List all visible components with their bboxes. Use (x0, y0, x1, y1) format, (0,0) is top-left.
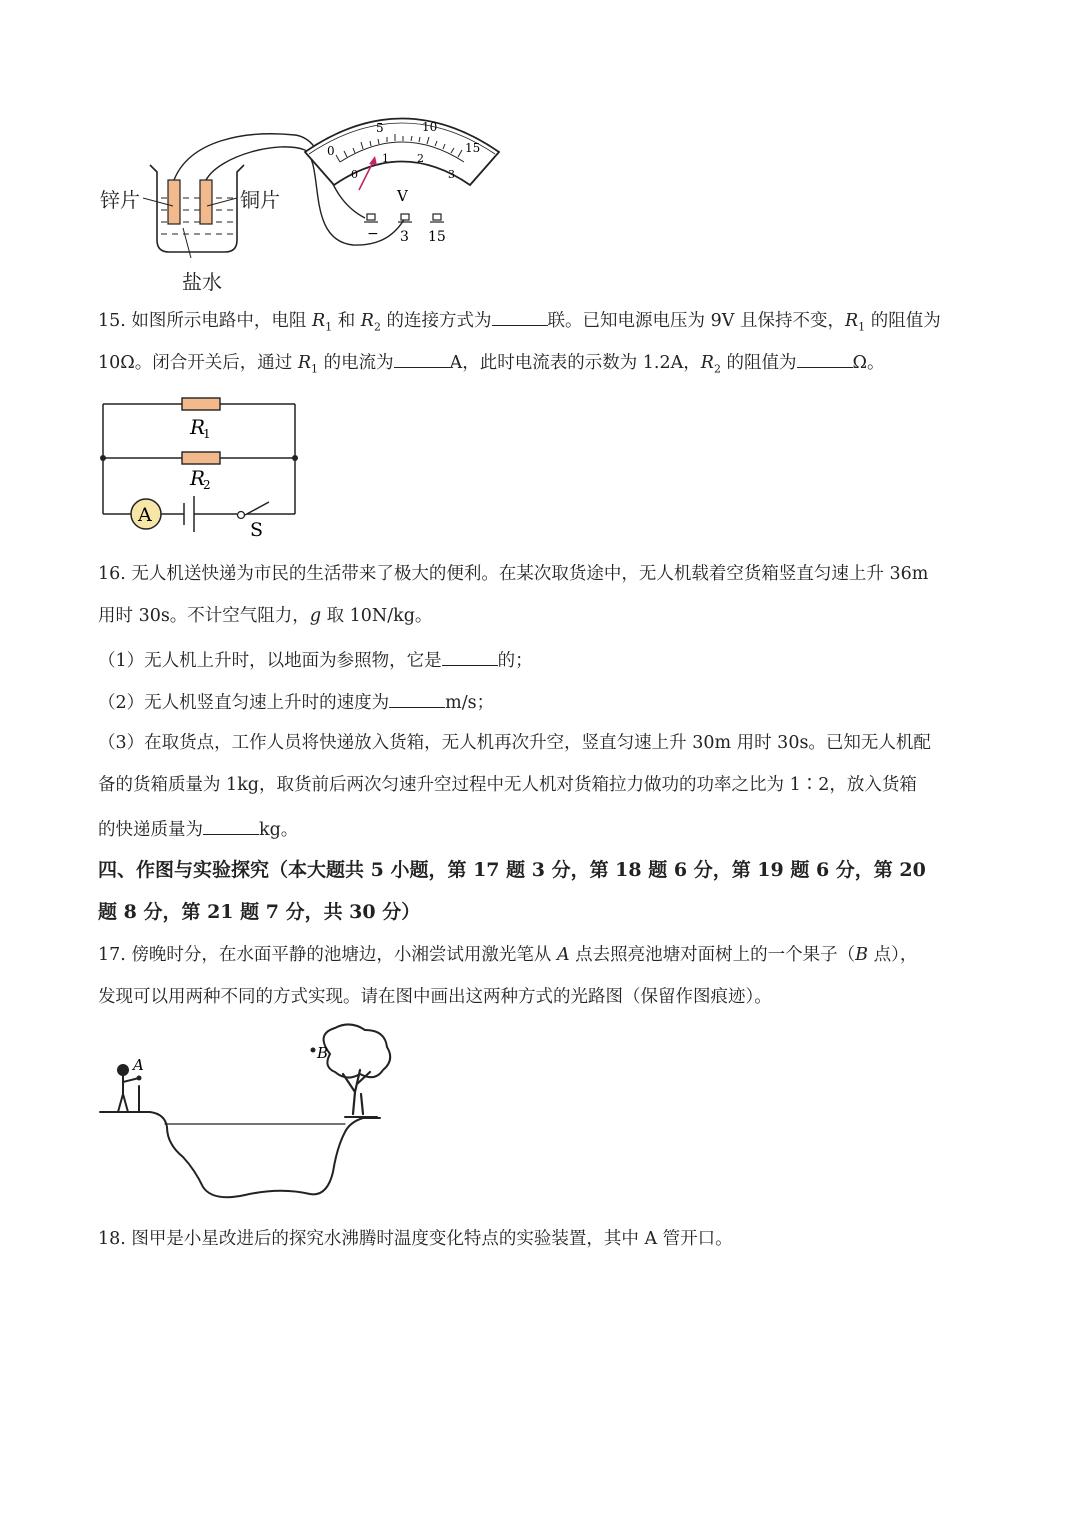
fig17-pond (95, 1022, 405, 1217)
resistor-r2 (182, 452, 220, 464)
laser-point-a (137, 1076, 142, 1081)
fig15-circuit (95, 392, 310, 542)
q16-part2 (98, 689, 494, 715)
switch-pivot (238, 512, 245, 519)
q16-blank-1[interactable] (442, 647, 498, 666)
q15-text-a: 15. 如图所示电路中，电阻 (98, 311, 312, 331)
scale-outer-15: 15 (465, 141, 481, 155)
q15-text-g: A，此时电流表的示数为 1.2A， (449, 353, 701, 373)
fig15-r1-sub: 1 (203, 427, 211, 441)
q16-blank-3[interactable] (203, 816, 259, 835)
q15-line2 (98, 349, 885, 382)
q16-p1-a: （1）无人机上升时，以地面为参照物，它是 (98, 651, 442, 671)
scale-inner-3: 3 (448, 168, 455, 181)
q15-r1: R (311, 311, 326, 331)
q15-text-b: 的连接方式为 (380, 311, 492, 331)
fig15-r1-label: R (190, 415, 206, 439)
q16-p3-a: 的快递质量为 (98, 820, 203, 840)
resistor-r1 (182, 398, 220, 410)
terminal-negative: − (367, 226, 379, 242)
q15-and: 和 (332, 311, 361, 331)
q16-p2-a: （2）无人机竖直匀速上升时的速度为 (98, 693, 390, 713)
q15-r2-sub: 2 (373, 320, 381, 334)
zinc-label: 锌片 (100, 188, 140, 212)
q15-r1-third: R (297, 353, 312, 373)
q15-r1-sub: 1 (325, 320, 333, 334)
q15-text-c: 联。已知电源电压为 9V 且保持不变， (547, 311, 845, 331)
section4-heading-line1: 四、作图与实验探究（本大题共 5 小题，第 17 题 3 分，第 18 题 6 分，第 19 题 6 分，第 20 (98, 859, 926, 881)
q16-p3-b: kg。 (259, 820, 299, 840)
q17-line1-b: 点去照亮池塘对面树上的一个果子（ (569, 945, 856, 965)
fruit-b (311, 1048, 316, 1053)
q16-part3-line2: 备的货箱质量为 1kg，取货前后两次匀速升空过程中无人机对货箱拉力做功的功率之比为 1∶2，放入货箱 (98, 775, 917, 795)
copper-label: 铜片 (240, 188, 280, 212)
q15-text-f: 的电流为 (318, 353, 394, 373)
q15-r1-again: R (844, 311, 859, 331)
q16-g: g (309, 606, 322, 626)
q15-r2-again-sub: 2 (713, 362, 721, 376)
fig14-battery-voltmeter (95, 110, 515, 295)
scale-inner-1: 1 (382, 152, 389, 165)
q15-blank-2[interactable] (394, 349, 450, 368)
q15-text-d: 的阻值为 (865, 311, 941, 331)
person-head (118, 1065, 128, 1075)
terminal-3: 3 (400, 229, 409, 245)
q15-blank-3[interactable] (797, 349, 853, 368)
q17-line2: 发现可以用两种不同的方式实现。请在图中画出这两种方式的光路图（保留作图痕迹）。 (98, 987, 772, 1007)
q18-line1: 18. 图甲是小星改进后的探究水沸腾时温度变化特点的实验装置，其中 A 管开口。 (98, 1229, 733, 1249)
q16-blank-2[interactable] (389, 689, 445, 708)
q15-text-h: 的阻值为 (720, 353, 797, 373)
fig17-b-label: B (317, 1044, 329, 1062)
q16-line2 (98, 604, 432, 628)
q16-line1: 16. 无人机送快递为市民的生活带来了极大的便利。在某次取货途中，无人机载着空货箱竖直匀速上升 36m (98, 564, 929, 584)
q15-text-i: Ω。 (852, 353, 885, 373)
q17-point-a: A (556, 945, 570, 965)
q15-blank-1[interactable] (492, 307, 548, 326)
scale-outer-5: 5 (376, 121, 384, 135)
q15-r1-third-sub: 1 (311, 362, 319, 376)
q16-part1 (98, 647, 533, 673)
voltmeter-unit: V (397, 187, 408, 205)
q17-line1 (98, 943, 917, 967)
section4-heading-line2: 题 8 分，第 21 题 7 分，共 30 分） (98, 901, 421, 923)
q16-line2-a: 用时 30s。不计空气阻力， (98, 606, 310, 626)
q16-part3-line1: （3）在取货点，工作人员将快递放入货箱，无人机再次升空，竖直匀速上升 30m 用时 30s。已知无人机配 (98, 733, 931, 753)
ammeter-label: A (138, 504, 152, 526)
q16-line2-b: 取 10N/kg。 (321, 606, 433, 626)
q15-r2-again: R (700, 353, 714, 373)
q17-line1-a: 17. 傍晚时分，在水面平静的池塘边，小湘尝试用激光笔从 (98, 945, 557, 965)
q17-line1-c: 点）， (868, 945, 918, 965)
fig15-r2-sub: 2 (203, 478, 211, 492)
q15-r2: R (360, 311, 374, 331)
scale-outer-10: 10 (422, 120, 438, 134)
scale-inner-0: 0 (351, 168, 358, 181)
scale-inner-2: 2 (417, 152, 424, 165)
q16-part3-line3 (98, 816, 298, 842)
q15-text-e: 10Ω。闭合开关后，通过 (98, 353, 298, 373)
q17-point-b: B (855, 945, 869, 965)
fig17-a-label: A (133, 1056, 144, 1074)
terminal-15: 15 (428, 229, 446, 245)
saltwater-label: 盐水 (182, 270, 222, 294)
q16-p1-b: 的； (497, 651, 533, 671)
q15-line1 (98, 307, 941, 340)
scale-outer-0: 0 (327, 144, 335, 158)
q16-p2-b: m/s； (445, 693, 495, 713)
switch-label: S (250, 519, 264, 541)
fig15-r2-label: R (190, 466, 206, 490)
q15-r1-again-sub: 1 (858, 320, 866, 334)
